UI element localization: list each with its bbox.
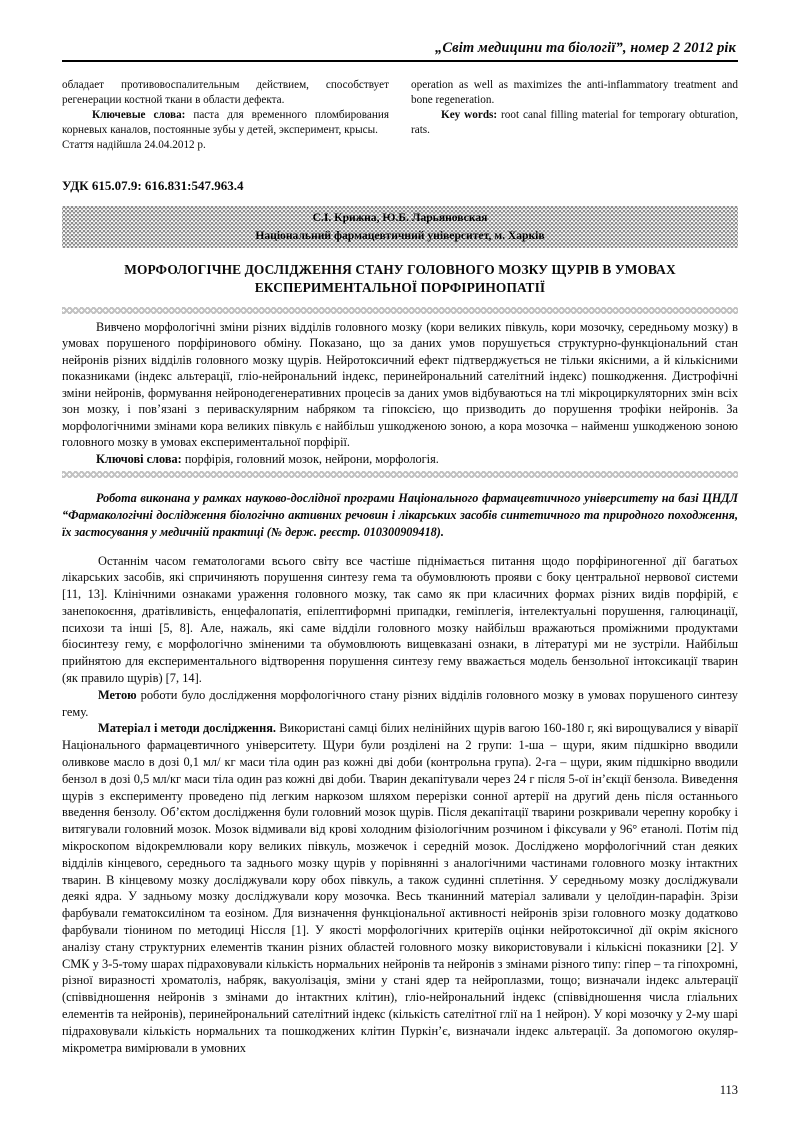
methods-text: Використані самці білих нелінійних щурів вагою 160-180 г, які вирощувалися у віварії Національного фармацевтичного університету. Щури були розділені на 2 групи: 1-ша – щури, яким підшкірно вводили оливкове масло в дозі 0,1 мл/ кг маси тіла один раз кожні дві доби (контрольна група). 2-га – щури, яким підшкірно вводили бензол в дозі 0,5 мл/кг маси тіла один раз кожні дві доби. Тварин декапітували через 24 г після 5-ої ін’єкції бензола. Виведення щурів з експерименту проведено під легким наркозом шляхом перерізки сонної артерії на другий день після останнього введення бензолу. Об’єктом дослідження були головний мозок щурів. Після декапітації тварини розкривали черепну коробку і витягували головний мозок. Мозок відмивали від крові холодним фізіологічним розчином і фіксували у 96° етанолі. Потім під мікроскопом відокремлювали кору великих півкуль, мозжечок і середній мозок. Досліджено морфологічний стан деяких відділів кінцевого, середнього та заднього мозку щурів у порівнянні з аналогічними частинами головного мозку інтактних тварин. В кінцевому мозку досліджували кору обох півкуль, а також судинні сплетіння. У середньому мозку досліджували деякі ядра. У задньому мозку досліджували кору мозочка. Весь тканинний матеріал заливали у целоїдин-парафін. Зрізи фарбували гематоксиліном та еозіном. Для визначення функціональної активності нейронів зрізи головного мозку додатково фарбували тіонином по методиці Ніссля [1]. У якості морфологічних критеріїв оцінки нейротоксичної дії окрім якісного аналізу стану структурних елементів тканин різних областей головного мозку використовували і кількісні показники [2]. У СМК у 3-5-тому шарах підраховували кількість нормальних нейронів та нейронів з змінами різного типу: гіпер – та гіпохромні, різної виразності хроматоліз, набряк, вакуолізація, зміни у стані ядер та нейроплазми, тощо; визначали індекс альтерації (співвідношення нейронів з змінами до інтактних клітин), гліо-нейрональний індекс (співвідношення числа гліальних елементів та нейронів), перинейрональний сателітний індекс (кількість сателітної глії на 1 нейрон). У корі мозочку у 2-му шарі підраховували кількість нормальних та пошкоджених клітин Пуркін’є, визначали індекс альтерації. За допомогою окуляр-мікрометра вимірювали в умовних <box>62 721 738 1055</box>
previous-article-right-keywords <box>411 108 738 138</box>
article-keywords <box>62 451 738 468</box>
previous-article-left-tail: обладает противовоспалительным действием, способствует регенерации костной ткани в области дефекта. <box>62 79 389 106</box>
article-affiliation: Національний фармацевтичний університет, м. Харків <box>255 228 545 242</box>
header-rule <box>62 60 738 62</box>
keywords-text-ru: паста для временного пломбирования корневых каналов, постоянные зубы у детей, эксперимент, крысы. <box>62 108 389 136</box>
abstract-text: Вивчено морфологічні зміни різних відділів головного мозку (кори великих півкуль, кори мозочку, середньому мозку) в умовах порушеного порфіринового обміну. Показано, що за даних умов порушується структурно-функціональний стан нейронів різних відділів головного мозку щурів. Нейротоксичний ефект підтверджується не тільки якісними, а й кількісними показниками (індекс альтерації, гліо-нейрональний індекс, перинейрональний сателітний індекс) пошкодження. Дистрофічні зміни нейронів, формування нейронодегенеративних процесів за даних умов відбуваються на тлі мікроциркуляторних змін всіх зон мозку, і пов’язані з периваскулярним набряком та гіпоксією, що призводить до порушення трофіки нейронів. За морфологічними змінами кора великих півкуль є найбільш ушкодженою зоною, а кора мозочка – найменш ушкодженою зоною головного мозку в умовах експериментальної порфірії. <box>62 319 738 450</box>
keywords-text-en: root canal filling material for temporary obturation, rats. <box>411 108 738 136</box>
keywords-label-ua: Ключові слова: <box>96 451 182 466</box>
page-number: 113 <box>719 1083 738 1097</box>
keywords-label-ru: Ключевые слова: <box>92 108 186 121</box>
article-title-line-2: ЕКСПЕРИМЕНТАЛЬНОЇ ПОРФІРИНОПАТІЇ <box>254 279 546 295</box>
article-authors: С.І. Крижна, Ю.Б. Ларьяновская <box>312 211 488 225</box>
abstract-block <box>62 319 738 468</box>
funding-note: Робота виконана у рамках науково-дослідної програми Національного фармацевтичного університету на базі ЦНДЛ “Фармакологічні дослідження біологічно активних речовин і лікарських засобів синтетичного та природного походження, їх застосування у медичній практиці (№ держ. реєстр. 010300909418). <box>62 491 738 539</box>
running-head: „Світ медицини та біології”, номер 2 2012 рік <box>435 40 736 56</box>
body-paragraph-2 <box>62 687 738 721</box>
article-body <box>62 553 738 1057</box>
methods-run-in-heading: Матеріал і методи дослідження. <box>98 721 277 736</box>
submission-date: Стаття надійшла 24.04.2012 р. <box>62 138 206 151</box>
zigzag-separator-bottom <box>62 471 738 478</box>
previous-article-summary <box>62 78 738 152</box>
udc-code: УДК 615.07.9: 616.831:547.963.4 <box>62 178 244 194</box>
previous-article-left-column <box>62 78 389 152</box>
keywords-label-en: Key words: <box>441 108 498 121</box>
previous-article-right-column <box>411 78 738 152</box>
body-paragraph-3 <box>62 720 738 1056</box>
body-paragraph-1: Останнім часом гематологами всього світу все частіше піднімається питання щодо порфіриногенної дії багатьох лікарських засобів, які спричиняють порушення синтезу гема та обумовлюють прояви с боку центральної нервової системи [11, 13]. Клінічними ознаками ураження головного мозку, так само як при класичних формах різних видів порфірій, є занепокоєння, дратівливість, енцефалопатія, епілептиформні припадки, геміплегія, інтелектуальні порушення, галюцинації, психози та інші [5, 8]. Але, нажаль, які саме відділи головного мозку найбільш вражаються проміжними продуктами біосинтезу гему, є морфологічно зміненими та обумовлюють вищевказані ознаки, в літературі ми не зустріли. Найбільш прийнятою для експериментального відтворення порушення синтезу гему вважається модель бензольної інтоксикації тварин (як правило щурів) [7, 14]. <box>62 553 738 686</box>
aim-text: роботи було дослідження морфологічного стану різних відділів головного мозку в умовах порушеного синтезу гему. <box>62 687 738 719</box>
previous-article-left-keywords <box>62 108 389 138</box>
keywords-text-ua: порфірія, головний мозок, нейрони, морфологія. <box>181 451 439 466</box>
previous-article-right-tail: operation as well as maximizes the anti-inflammatory treatment and bone regeneration. <box>411 79 738 106</box>
article-title <box>62 261 738 296</box>
article-title-line-1: МОРФОЛОГІЧНЕ ДОСЛІДЖЕННЯ СТАНУ ГОЛОВНОГО МОЗКУ ЩУРІВ В УМОВАХ <box>124 262 676 278</box>
author-affiliation-band <box>62 206 738 248</box>
zigzag-separator-top <box>62 307 738 314</box>
aim-run-in-heading: Метою <box>98 687 137 702</box>
